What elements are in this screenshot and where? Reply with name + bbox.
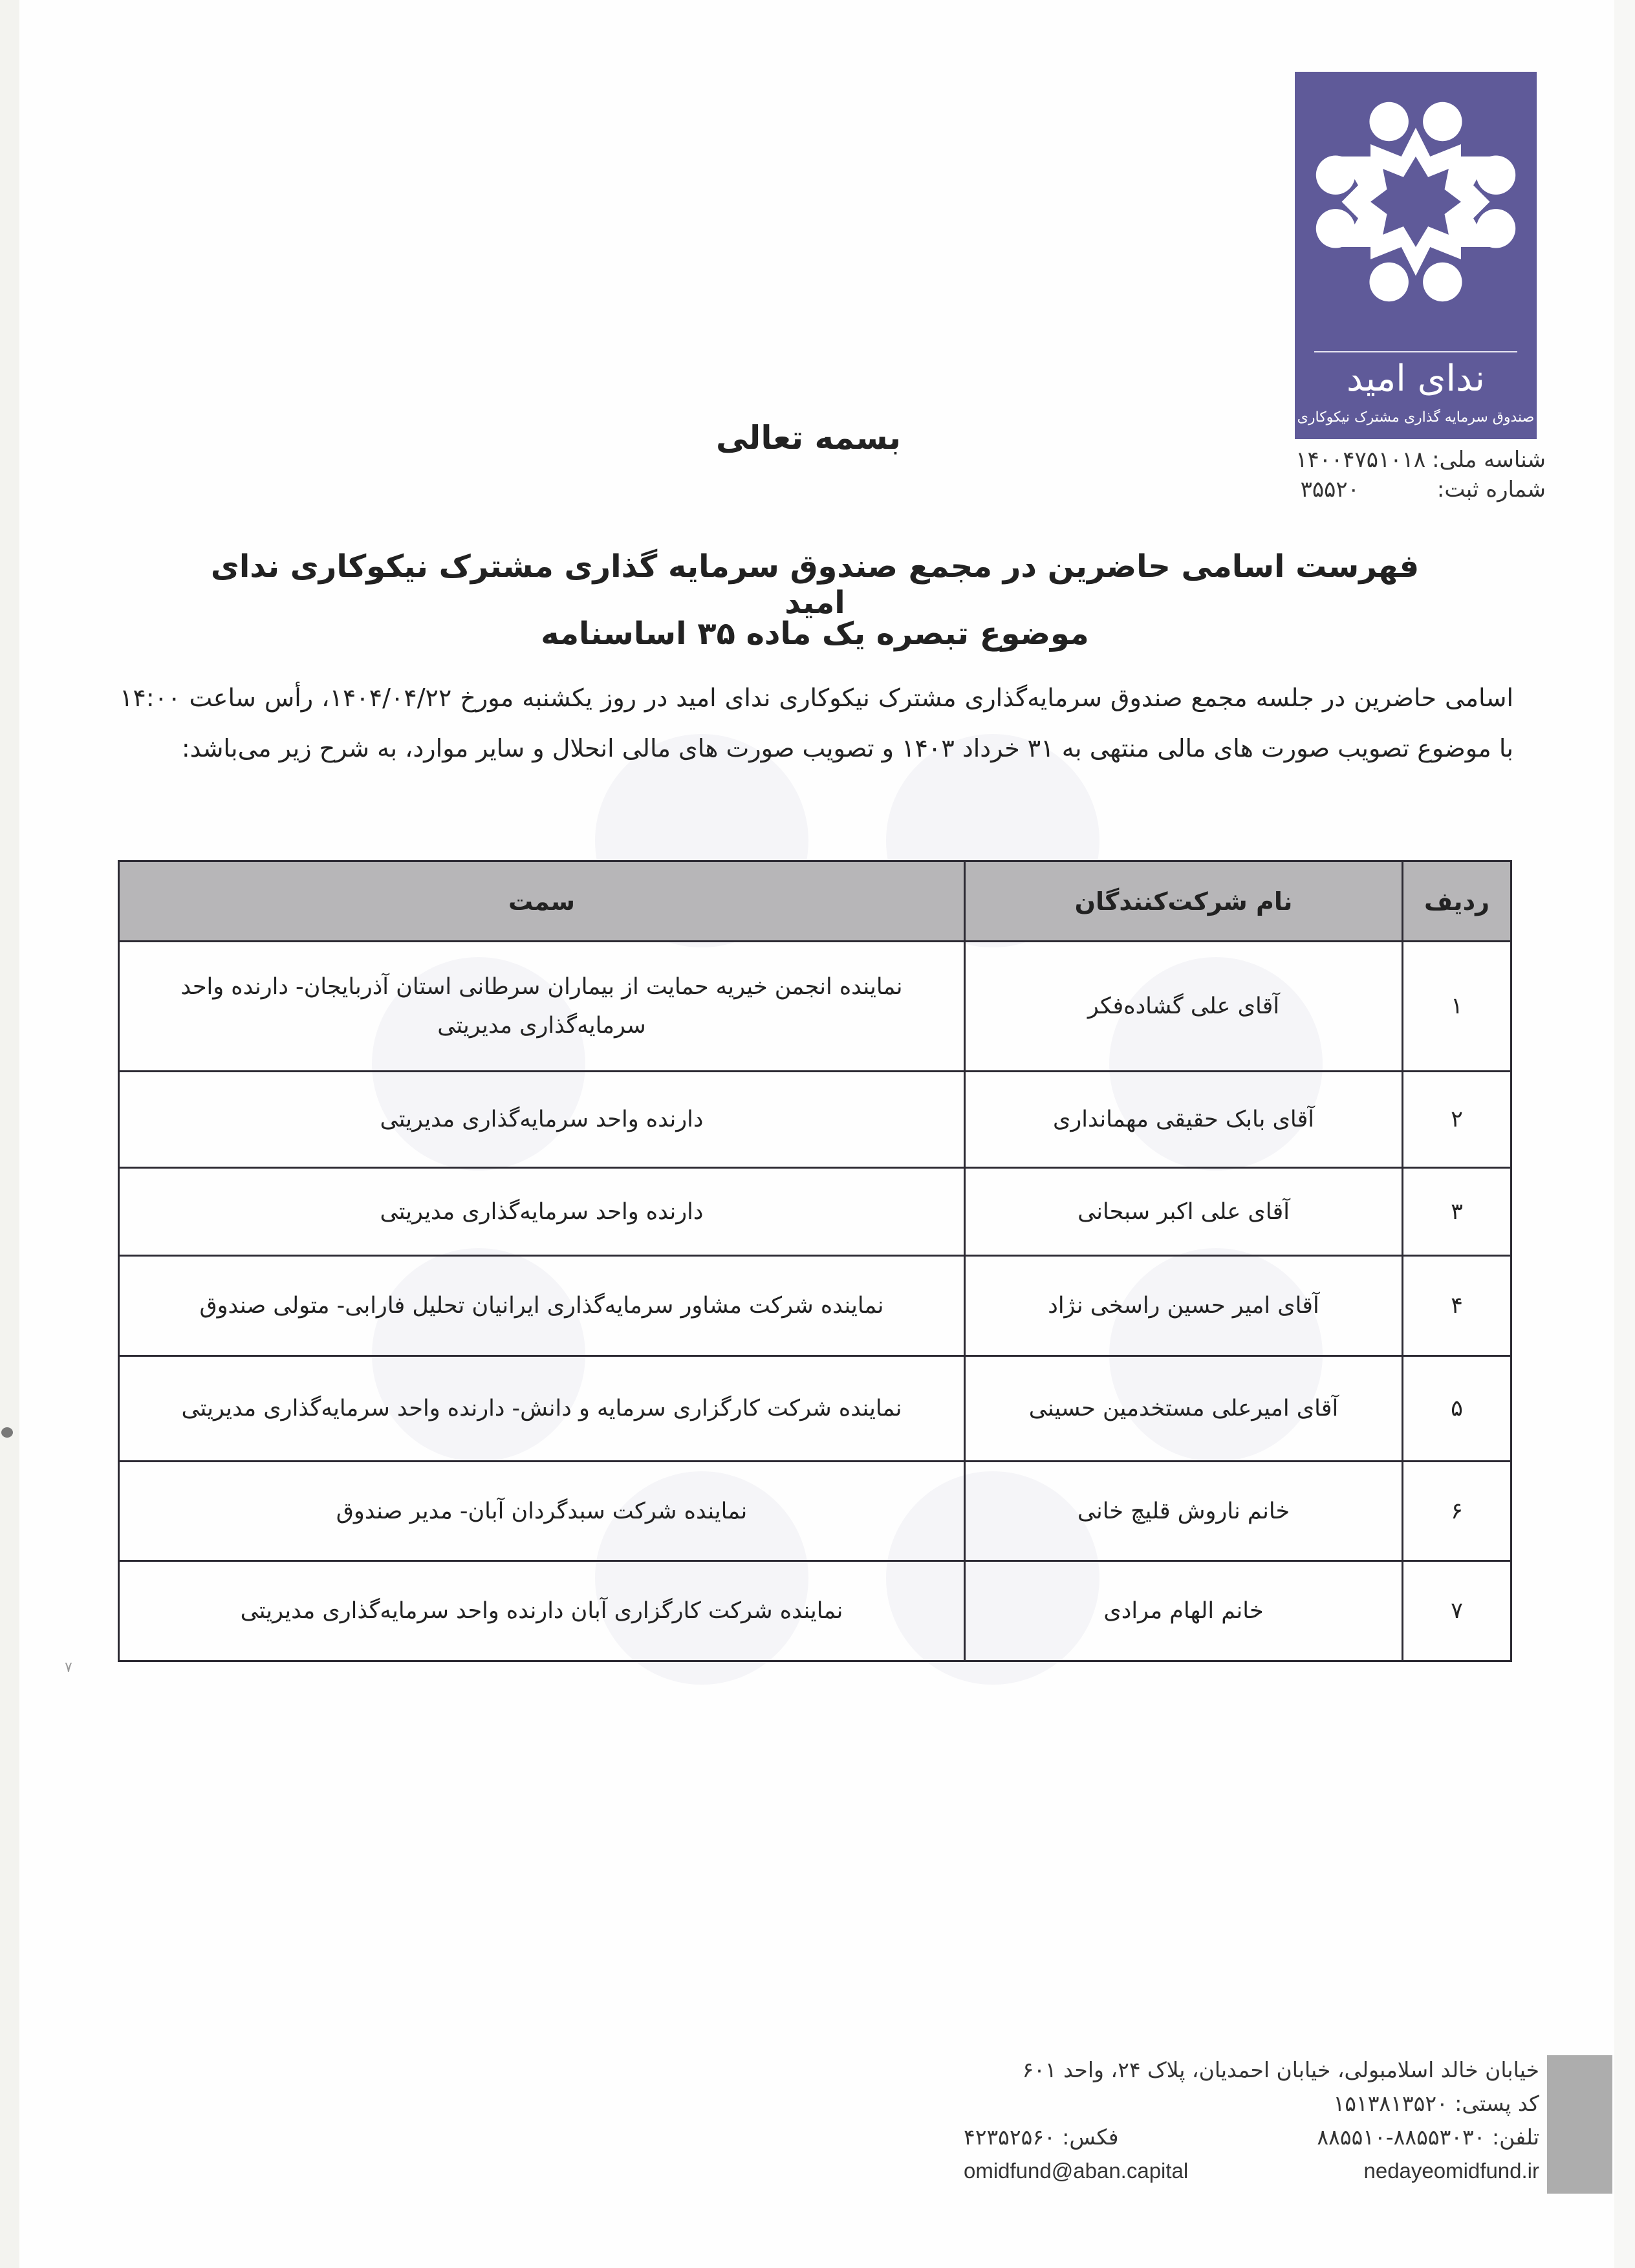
table-row [119,1462,1511,1561]
attendee-name: آقای امیرعلی مستخدمین حسینی [965,1356,1403,1462]
column-header-name: نام شرکت‌کنندگان [965,861,1403,942]
row-index: ۵ [1403,1356,1511,1462]
national-id-label: شناسه ملی: [1432,447,1546,473]
footer-address: خیابان خالد اسلامبولی، خیابان احمدیان، پلاک ۲۴، واحد ۶۰۱ [1022,2057,1539,2082]
attendee-role: دارنده واحد سرمایه‌گذاری مدیریتی [119,1072,965,1168]
invocation-heading: بسمه تعالی [715,419,902,457]
registration-value: ۳۵۵۲۰ [1300,477,1359,502]
national-id-row [1287,445,1546,475]
footer-contact [964,2053,1539,2188]
attendee-name: خانم ناروش قلیچ خانی [965,1462,1403,1561]
table-row [119,1168,1511,1256]
registration-label: شماره ثبت: [1436,477,1546,502]
attendee-name: آقای امیر حسین راسخی نژاد [965,1256,1403,1356]
table-row [119,1561,1511,1661]
attendee-role: نماینده شرکت کارگزاری آبان دارنده واحد سرمایه‌گذاری مدیریتی [119,1561,965,1661]
row-index: ۷ [1403,1561,1511,1661]
attendees-table [118,860,1512,1662]
footer-postal-code: کد پستی: ۱۵۱۳۸۱۳۵۲۰ [1333,2091,1539,2116]
fund-identifiers [1287,445,1546,504]
document-title: فهرست اسامی حاضرین در مجمع صندوق سرمایه گذاری مشترک نیکوکاری ندای امید [210,548,1420,621]
table-row [119,1072,1511,1168]
row-index: ۱ [1403,942,1511,1072]
column-header-role: سمت [119,861,965,942]
document-subtitle: موضوع تبصره یک ماده ۳۵ اساسنامه [541,616,1089,652]
attendee-name: آقای علی اکبر سبحانی [965,1168,1403,1256]
attendee-name: خانم الهام مرادی [965,1561,1403,1661]
footer-accent-bar [1547,2055,1612,2194]
footer-email-link[interactable]: omidfund@aban.capital [964,2159,1189,2183]
table-header-row [119,861,1511,942]
row-index: ۴ [1403,1256,1511,1356]
footer-web-row [964,2154,1539,2188]
row-index: ۲ [1403,1072,1511,1168]
attendee-role: نماینده انجمن خیریه حمایت از بیماران سرطانی استان آذربایجان- دارنده واحد سرمایه‌گذاری مدیریتی [119,942,965,1072]
attendee-name: آقای بابک حقیقی مهمانداری [965,1072,1403,1168]
attendee-role: نماینده شرکت کارگزاری سرمایه و دانش- دارنده واحد سرمایه‌گذاری مدیریتی [119,1356,965,1462]
row-index: ۶ [1403,1462,1511,1561]
attendee-role: دارنده واحد سرمایه‌گذاری مدیریتی [119,1168,965,1256]
footer-phone: تلفن: ۸۸۵۵۳۰۳۰-۸۸۵۵۱۰ [1317,2124,1539,2150]
national-id-value: ۱۴۰۰۴۷۵۱۰۱۸ [1295,447,1426,473]
attendee-name: آقای علی گشاده‌فکر [965,942,1403,1072]
intro-paragraph: اسامی حاضرین در جلسه مجمع صندوق سرمایه‌گذاری مشترک نیکوکاری ندای امید در روز یکشنبه مورخ ۱۴۰۴/۰۴/۲۲، رأس ساعت ۱۴:۰۰ با موضوع تصویب صورت های مالی منتهی به ۳۱ خرداد ۱۴۰۳ و تصویب صورت های مالی انحلال و سایر موارد، به شرح زیر می‌باشد: [120,684,1513,762]
registration-row [1287,475,1546,504]
table-row [119,942,1511,1072]
people-circle-emblem-icon [1313,99,1519,305]
footer-website-link[interactable]: nedayeomidfund.ir [1363,2159,1539,2183]
logo-divider [1314,351,1517,352]
logo-brand-name: ندای امید [1346,358,1486,400]
footer-fax: فکس: ۴۲۳۵۲۵۶۰ [964,2124,1119,2150]
margin-page-mark: ۷ [65,1659,72,1676]
logo-subtitle: صندوق سرمایه گذاری مشترک نیکوکاری [1297,409,1535,426]
scan-margin-left [0,0,19,2268]
attendee-role: نماینده شرکت مشاور سرمایه‌گذاری ایرانیان تحلیل فارابی- متولی صندوق [119,1256,965,1356]
scan-margin-right [1614,0,1635,2268]
column-header-index: ردیف [1403,861,1511,942]
scan-smudge [1,1427,13,1438]
attendee-role: نماینده شرکت سبدگردان آبان- مدیر صندوق [119,1462,965,1561]
table-row [119,1356,1511,1462]
table-row [119,1256,1511,1356]
row-index: ۳ [1403,1168,1511,1256]
fund-logo [1295,72,1537,439]
footer-phone-fax-row [964,2121,1539,2154]
